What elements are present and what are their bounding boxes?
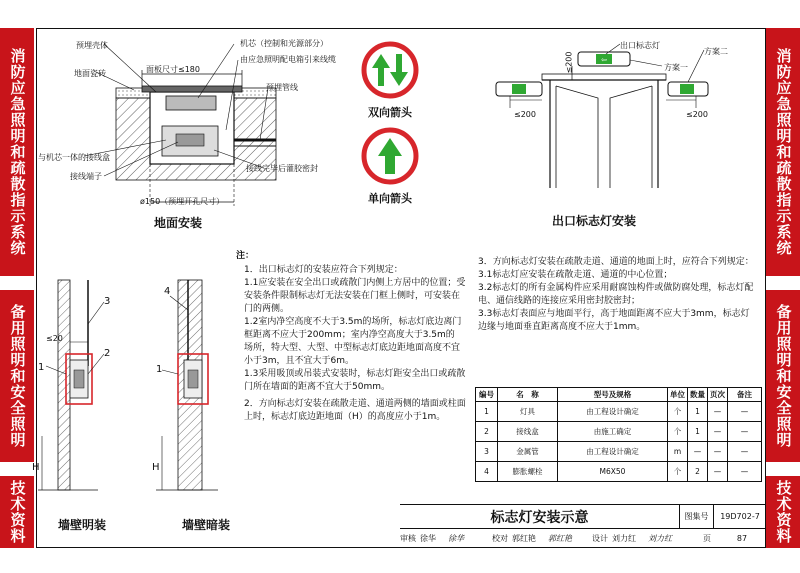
cell: 个	[668, 462, 688, 482]
note-line: 2．方向标志灯安装在疏散走道、通道两侧的墙面或柱面	[244, 399, 466, 409]
note-line: 1．出口标志灯的安装应符合下列规定：	[244, 265, 403, 275]
left-tab-backup-lighting: 备用照明和安全照明	[0, 290, 34, 462]
note-line: 小于3m，且不宜大于6m。	[244, 356, 354, 366]
label-junction-box: 与机芯一体的接线盒	[38, 153, 110, 162]
wall-surface-num1: 1	[38, 362, 45, 373]
note-line: 场所，特大型、大型、中型标志灯底边距地面高度不宜	[244, 343, 461, 353]
cell: 1	[688, 422, 708, 442]
col-header: 单位	[668, 388, 688, 402]
checker-signature: 郭红艳	[548, 533, 572, 543]
cell: 1	[688, 402, 708, 422]
cell: 2	[688, 462, 708, 482]
col-header: 数量	[688, 388, 708, 402]
review-label: 审核	[400, 533, 416, 543]
notes-left	[244, 264, 476, 424]
label-terminal: 接线端子	[70, 172, 102, 181]
label-core: 机芯（控制和光源部分）	[240, 39, 328, 48]
cell: —	[728, 462, 762, 482]
label-option1: 方案一	[664, 63, 688, 72]
cell: 膨胀螺栓	[498, 462, 558, 482]
reviewer-signature: 徐华	[448, 533, 464, 543]
note-line: 门的两侧。	[244, 304, 290, 314]
notes-heading: 注：	[236, 251, 255, 261]
designer-name: 刘力红	[612, 533, 636, 543]
atlas-number: 19D702-7	[714, 505, 766, 529]
col-header: 名 称	[498, 388, 558, 402]
label-dim-top: ≤200	[564, 51, 574, 74]
note-line: 3.1标志灯应安装在疏散走道、通道的中心位置；	[478, 270, 673, 280]
label-cable: 由应急照明配电箱引来线缆	[240, 55, 336, 64]
label-dim-left: ≤200	[514, 110, 536, 119]
cell: 金属管	[498, 442, 558, 462]
single-arrow-caption: 单向箭头	[368, 192, 412, 205]
cell: —	[708, 442, 728, 462]
materials-table	[475, 387, 762, 482]
cell: 4	[476, 462, 498, 482]
left-tab-tech-info: 技术资料	[0, 476, 34, 548]
cell: —	[688, 442, 708, 462]
cell: —	[728, 442, 762, 462]
right-tab-fire-lighting: 消防应急照明和疏散指示系统	[766, 28, 800, 276]
wall-surface-num2: 2	[104, 348, 111, 359]
cell: m	[668, 442, 688, 462]
label-option2: 方案二	[704, 47, 728, 56]
col-header: 型号及规格	[558, 388, 668, 402]
label-dim-right: ≤200	[686, 110, 708, 119]
drawing-title: 标志灯安装示意	[400, 505, 680, 529]
page-label: 页	[703, 533, 711, 543]
note-line: 3.2标志灯的所有金属构件应采用耐腐蚀构件或做防腐处理，标志灯配	[478, 283, 754, 293]
checker-name: 郭红艳	[512, 533, 536, 543]
label-sealant: 接线完毕后灌胶密封	[246, 164, 318, 173]
wall-surface-caption: 墙壁明装	[58, 518, 107, 532]
signature-row	[400, 528, 766, 548]
note-line: 框距离不应大于200mm；室内净空高度大于3.5m的	[244, 330, 455, 340]
col-header: 编号	[476, 388, 498, 402]
label-hole: ø150（预埋开孔尺寸）	[140, 197, 225, 206]
svg-text:⇦: ⇦	[601, 56, 607, 64]
notes-right	[478, 256, 764, 334]
cell: 接线盒	[498, 422, 558, 442]
note-line: 上时，标志灯底边距地面（H）的高度应小于1m。	[244, 412, 446, 422]
note-line: 1.1应安装在安全出口或疏散门内侧上方居中的位置；受	[244, 278, 466, 288]
cell: —	[708, 402, 728, 422]
cell: 由工程设计确定	[558, 442, 668, 462]
note-line: 电、通信线路的连接应采用密封胶密封；	[478, 296, 641, 306]
designer-signature: 刘力红	[648, 533, 672, 543]
wall-install-drawings	[38, 270, 238, 510]
cell: 灯具	[498, 402, 558, 422]
reviewer-name: 徐华	[420, 533, 436, 543]
label-exit-sign: 出口标志灯	[620, 41, 660, 50]
wall-recessed-caption: 墙壁暗装	[182, 518, 231, 532]
note-line: 1.3采用吸顶或吊装式安装时，标志灯距安全出口或疏散	[244, 369, 466, 379]
check-label: 校对	[492, 533, 508, 543]
wall-recessed-num4: 4	[164, 286, 171, 297]
double-arrow-sign	[360, 40, 420, 100]
cell: —	[728, 402, 762, 422]
col-header: 备注	[728, 388, 762, 402]
label-embedded-case: 预埋壳体	[76, 41, 108, 50]
cell: 3	[476, 442, 498, 462]
table-row	[476, 462, 762, 482]
col-header: 页次	[708, 388, 728, 402]
note-line: 3．方向标志灯安装在疏散走道、通道的地面上时，应符合下列规定：	[478, 257, 754, 267]
note-line: 门所在墙面的距离不宜大于50mm。	[244, 382, 390, 392]
right-tab-tech-info: 技术资料	[766, 476, 800, 548]
table-row	[476, 422, 762, 442]
double-arrow-caption: 双向箭头	[368, 106, 412, 119]
design-label: 设计	[592, 533, 608, 543]
cell: 由施工确定	[558, 422, 668, 442]
note-line: 1.2室内净空高度不大于3.5m的场所，标志灯底边离门	[244, 317, 462, 327]
table-row	[476, 442, 762, 462]
note-line: 边缘与地面垂直距离高度不应大于1mm。	[478, 322, 646, 332]
cell: —	[708, 462, 728, 482]
note-line: 3.3标志灯表面应与地面平行，高于地面距离不应大于3mm，标志灯	[478, 309, 750, 319]
left-tab-fire-lighting: 消防应急照明和疏散指示系统	[0, 28, 34, 276]
cell: —	[728, 422, 762, 442]
cell: 1	[476, 402, 498, 422]
atlas-label: 图集号	[680, 505, 714, 529]
cell: 个	[668, 402, 688, 422]
table-header-row	[476, 388, 762, 402]
cell: 2	[476, 422, 498, 442]
label-conduit: 预埋管线	[266, 83, 298, 92]
exit-sign-drawing	[470, 30, 710, 210]
wall-surface-h: H	[32, 462, 40, 473]
exit-sign-caption: 出口标志灯安装	[552, 214, 637, 228]
floor-install-caption: 地面安装	[154, 216, 203, 230]
cell: M6X50	[558, 462, 668, 482]
cell: —	[708, 422, 728, 442]
wall-recessed-num1: 1	[156, 364, 163, 375]
page-number: 87	[736, 533, 748, 543]
note-line: 安装条件限制标志灯无法安装在门框上侧时，可安装在	[244, 291, 461, 301]
label-panel-size: 面板尺寸≤180	[146, 65, 200, 74]
label-floor-tile: 地面瓷砖	[74, 69, 106, 78]
wall-recessed-h: H	[152, 462, 160, 473]
single-arrow-sign	[360, 126, 420, 186]
wall-dim-20: ≤20	[46, 334, 63, 343]
wall-surface-num3: 3	[104, 296, 111, 307]
right-tab-backup-lighting: 备用照明和安全照明	[766, 290, 800, 462]
cell: 个	[668, 422, 688, 442]
cell: 由工程设计确定	[558, 402, 668, 422]
table-row	[476, 402, 762, 422]
